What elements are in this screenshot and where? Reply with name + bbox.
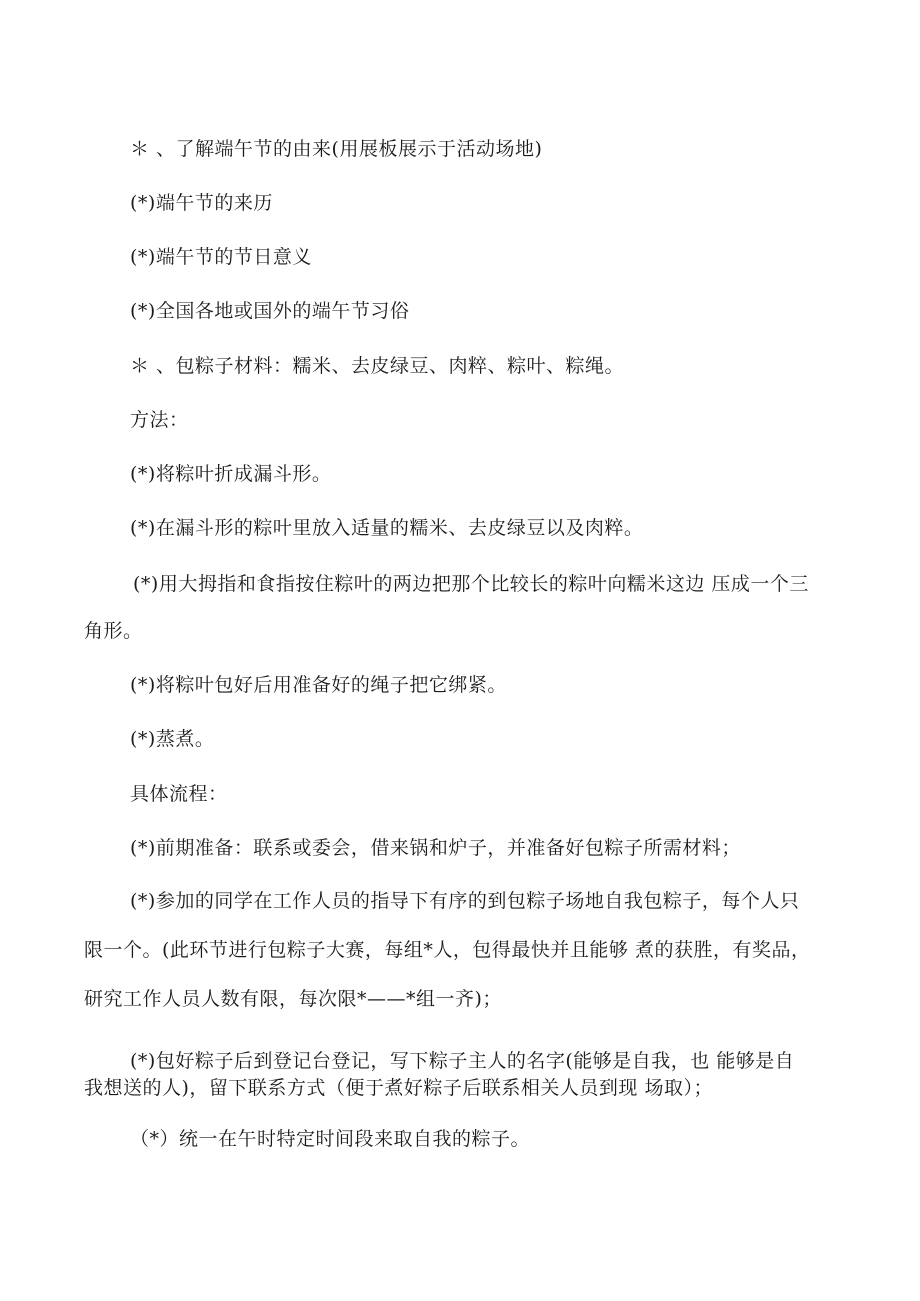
list-item: (*)端午节的来历 <box>130 192 273 214</box>
paragraph-line: 研究工作人员人数有限，每次限*——*组一齐)； <box>84 988 502 1010</box>
list-item: （*）统一在午时特定时间段来取自我的粽子。 <box>130 1128 531 1150</box>
paragraph-line: 角形。 <box>84 620 143 642</box>
paragraph-line: 限一个。(此环节进行包粽子大赛，每组*人，包得最快并且能够 煮的获胜，有奖品， <box>84 939 811 961</box>
paragraph-line: (*)包好粽子后到登记台登记，写下粽子主人的名字(能够是自我，也 能够是自 <box>130 1050 795 1072</box>
list-item: (*)全国各地或国外的端午节习俗 <box>130 300 410 322</box>
section-heading-origin: ＊ 、了解端午节的由来(用展板展示于活动场地) <box>130 138 543 160</box>
list-item: (*)前期准备：联系或委会，借来锅和炉子，并准备好包粽子所需材料； <box>130 837 741 859</box>
list-item: (*)端午节的节日意义 <box>130 246 312 268</box>
paragraph-line: (*)用大拇指和食指按住粽叶的两边把那个比较长的粽叶向糯米这边 压成一个三 <box>133 573 809 595</box>
section-heading-materials: ＊ 、包粽子材料：糯米、去皮绿豆、肉粹、粽叶、粽绳。 <box>130 355 625 377</box>
list-item: (*)蒸煮。 <box>130 728 215 750</box>
paragraph-line: 我想送的人)，留下联系方式（便于煮好粽子后联系相关人员到现 场取）； <box>84 1077 713 1099</box>
method-label: 方法： <box>130 409 189 431</box>
process-label: 具体流程： <box>130 783 228 805</box>
list-item: (*)将粽叶包好后用准备好的绳子把它绑紧。 <box>130 674 507 696</box>
list-item: (*)在漏斗形的粽叶里放入适量的糯米、去皮绿豆以及肉粹。 <box>130 517 644 539</box>
list-item: (*)将粽叶折成漏斗形。 <box>130 463 332 485</box>
paragraph-line: (*)参加的同学在工作人员的指导下有序的到包粽子场地自我包粽子，每个人只 <box>130 890 800 912</box>
